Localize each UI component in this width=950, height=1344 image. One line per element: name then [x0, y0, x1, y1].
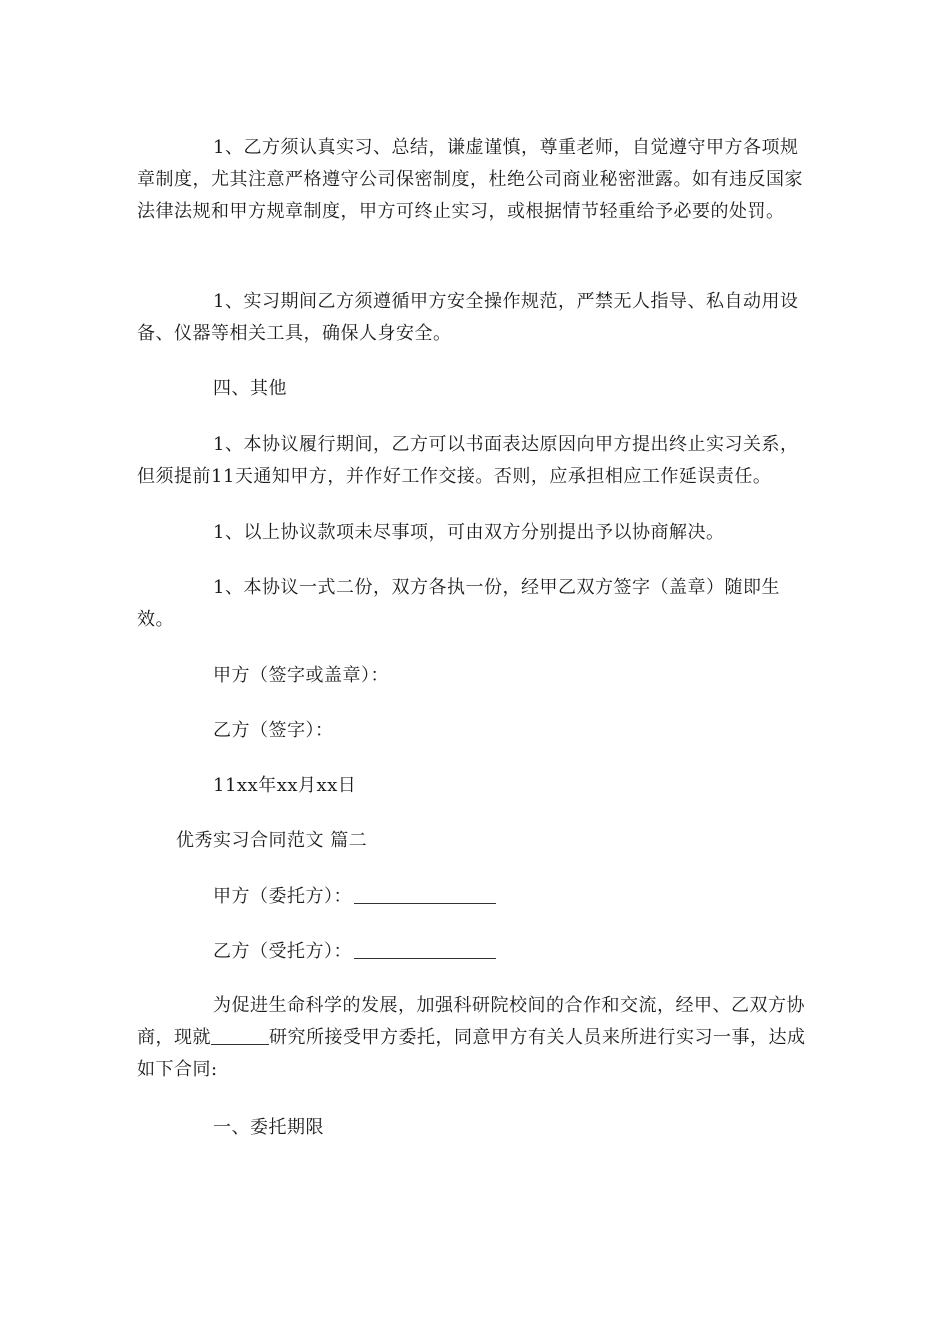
institute-blank: [211, 1026, 269, 1045]
party-a-label: 甲方（委托方）：: [213, 886, 352, 907]
section-heading-other: 四、其他: [213, 378, 287, 399]
party-b-line: [213, 936, 496, 968]
party-a-line: [213, 881, 496, 913]
clause-conduct: 1、乙方须认真实习、总结，谦虚谨慎，尊重老师，自觉遵守甲方各项规章制度，尤其注意严格遵守公司保密制度，杜绝公司商业秘密泄露。如有违反国家法律法规和甲方规章制度，甲方可终止实习，或根据情节轻重给予必要的处罚。: [137, 137, 803, 222]
clause-termination: 1、本协议履行期间，乙方可以书面表达原因向甲方提出终止实习关系，但须提前11天通知甲方，并作好工作交接。否则，应承担相应工作延误责任。: [137, 434, 799, 487]
heading-entrust-period: 一、委托期限: [213, 1117, 324, 1138]
intro-paragraph: [137, 990, 807, 1086]
party-a-blank: [354, 885, 496, 904]
signature-party-b: 乙方（签字）：: [213, 720, 334, 741]
intro-text-start: 为促进生命科学的发展，加强科研院校间的合作和交流，经甲、乙双方协商，现就: [137, 995, 805, 1048]
party-b-label: 乙方（受托方）：: [213, 941, 352, 962]
party-b-blank: [354, 940, 496, 959]
signature-party-a: 甲方（签字或盖章）：: [213, 665, 389, 686]
section-title-part2: 优秀实习合同范文 篇二: [176, 830, 368, 851]
clause-safety: 1、实习期间乙方须遵循甲方安全操作规范，严禁无人指导、私自动用设备、仪器等相关工具，确保人身安全。: [137, 291, 799, 344]
intro-text-end: 研究所接受甲方委托，同意甲方有关人员来所进行实习一事，达成如下合同:: [137, 1027, 806, 1080]
clause-negotiation: 1、以上协议款项未尽事项，可由双方分别提出予以协商解决。: [213, 522, 725, 543]
signature-date: 11xx年xx月xx日: [213, 775, 357, 796]
clause-copies: 1、本协议一式二份，双方各执一份，经甲乙双方签字（盖章）随即生效。: [137, 577, 780, 630]
